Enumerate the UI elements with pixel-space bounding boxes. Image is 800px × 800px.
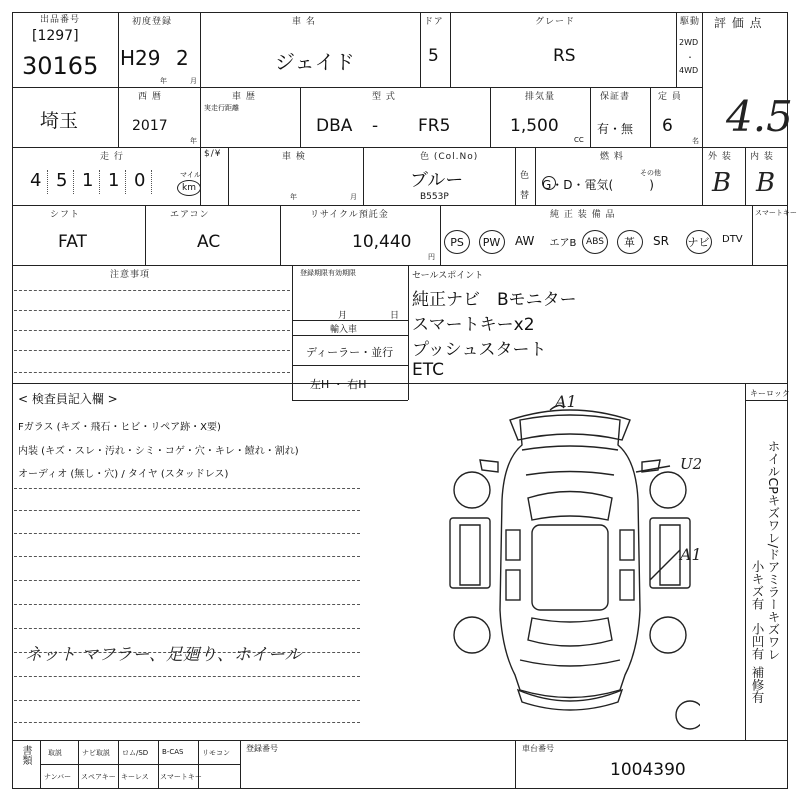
key-lock-label: キーロック <box>750 389 790 398</box>
mileage-digit: 0 <box>134 170 146 191</box>
first-reg-month: 2 <box>176 46 189 70</box>
fuel-other: その他 <box>640 169 661 177</box>
doc-item: スペアキー <box>81 773 116 781</box>
equipment-item: ABS <box>582 230 608 254</box>
first-reg-era: H29 <box>120 46 161 70</box>
history-note: 実走行距離 <box>204 104 239 112</box>
chassis-number: 1004390 <box>610 760 686 780</box>
sales-point: ETC <box>412 360 444 380</box>
doc-item: キーレス <box>121 773 149 781</box>
model-label: 型 式 <box>372 92 396 102</box>
handle-option: 左H ・ 右H <box>310 378 367 391</box>
drive-2wd: 2WD <box>679 38 699 47</box>
inspection-month: 月 <box>350 193 357 201</box>
interior-score: B <box>756 168 776 198</box>
doc-item: リモコン <box>202 749 230 757</box>
drive-label: 駆動 <box>680 17 701 27</box>
aircon-label: エアコン <box>170 210 210 220</box>
prefecture: 埼玉 <box>40 110 79 132</box>
shift-label: シフト <box>50 210 81 220</box>
lot-small: [1297] <box>32 28 79 44</box>
history-label: 車 歴 <box>232 92 256 102</box>
mileage-digit: 1 <box>82 170 94 191</box>
color-label: 色 (Col.No) <box>420 152 479 162</box>
fuel-circle-mark <box>542 176 556 190</box>
recycle-value: 10,440 <box>352 232 412 252</box>
capacity-label: 定 員 <box>658 92 682 102</box>
car-diagram <box>440 390 703 735</box>
equipment-label: 純 正 装 備 品 <box>550 210 616 220</box>
reg-number-label: 登録番号 <box>246 744 278 753</box>
recycle-label: リサイクル預託金 <box>310 210 389 220</box>
doc-item: ロム/SD <box>122 749 149 757</box>
model-dash: - <box>372 116 379 136</box>
sales-point: 純正ナビ Bモニター <box>412 290 577 310</box>
model-code: FR5 <box>418 116 451 136</box>
damage-mark-front: A1 <box>555 392 577 411</box>
score-label: 評 価 点 <box>714 16 763 30</box>
yen-unit: 円 <box>428 253 435 261</box>
equipment-item: DTV <box>722 234 743 245</box>
reg-month: 月 <box>338 311 348 321</box>
first-reg-label: 初度登録 <box>132 17 173 27</box>
mileage-unit-km: km <box>177 180 201 196</box>
aircon-value: AC <box>197 232 221 252</box>
drive-4wd: 4WD <box>679 66 699 75</box>
docs-label: 書類 <box>20 745 31 765</box>
doc-item: ナビ取説 <box>82 749 110 757</box>
fuel-value: G・D・電気( ) <box>542 178 654 192</box>
western-year-label: 西 暦 <box>138 92 162 102</box>
grade-value: RS <box>553 46 576 66</box>
cc-unit: CC <box>574 136 584 144</box>
inspection-label: 車 検 <box>282 152 306 162</box>
western-year-unit: 年 <box>190 137 197 145</box>
mileage-digit: 1 <box>108 170 120 191</box>
inspection-title: < 検査員記入欄 > <box>18 392 118 406</box>
capacity: 6 <box>662 116 673 136</box>
handwritten-note: ネット マフラー、足廻り、ホイール <box>25 645 302 665</box>
year-unit: 年 <box>160 77 167 85</box>
sales-point: スマートキーx2 <box>412 315 535 335</box>
equipment-item: ナビ <box>686 230 712 254</box>
displacement-label: 排気量 <box>525 92 556 102</box>
lot-number: 30165 <box>22 52 99 80</box>
inspection-line-audio: オーディオ (無し・穴) / タイヤ (スタッドレス) <box>18 469 229 480</box>
shift-value: FAT <box>58 232 87 252</box>
equipment-item: 革 <box>617 230 643 254</box>
damage-mark-side-lower: A1 <box>680 545 702 564</box>
doc-item: 取説 <box>48 749 62 757</box>
doc-item: スマートキー <box>160 773 202 781</box>
reg-valid-label: 登録期限有効期限 <box>300 269 356 277</box>
color-value: ブルー <box>410 170 464 191</box>
drive-dot: ・ <box>686 53 694 62</box>
color-code: B553P <box>420 192 449 202</box>
mileage-label: 走 行 <box>100 152 124 162</box>
doc-item: ナンバー <box>44 773 72 781</box>
reg-day: 日 <box>390 311 400 321</box>
equipment-item: PS <box>444 230 470 254</box>
grade-label: グレード <box>535 17 576 27</box>
color-change-1: 色 <box>520 171 530 181</box>
side-note-small: 小キズ有 小凹有 <box>750 560 765 660</box>
inspection-year: 年 <box>290 193 297 201</box>
sales-point: プッシュスタート <box>412 340 547 360</box>
score-value: 4.5 <box>726 92 793 141</box>
exterior-label: 外 装 <box>708 152 732 162</box>
smartkey-label: スマートキー <box>755 209 797 217</box>
side-note-repair: 補修有 <box>750 666 765 704</box>
mileage-unit-mile: マイル <box>180 171 201 179</box>
import-label: 輸入車 <box>330 325 358 335</box>
equipment-item: PW <box>479 230 505 254</box>
car-name-label: 車 名 <box>292 17 316 27</box>
dealer-option: ディーラー・並行 <box>306 346 394 359</box>
western-year: 2017 <box>132 118 168 134</box>
exhibit-label: 出品番号 <box>40 15 81 25</box>
equipment-item: エアB <box>549 238 577 249</box>
fuel-label: 燃 料 <box>600 152 624 162</box>
warranty-value: 有・無 <box>597 122 634 136</box>
warranty-label: 保証書 <box>600 92 631 102</box>
capacity-unit: 名 <box>692 137 699 145</box>
month-unit: 月 <box>190 77 197 85</box>
inspection-line-glass: Fガラス (キズ・飛石・ヒビ・リペア跡・X要) <box>18 422 221 433</box>
side-note-main: ホイルCPキズワレ/ドアミラーキズワレ <box>766 440 781 661</box>
sales-label: セールスポイント <box>412 271 484 281</box>
doors-label: ドア <box>424 17 444 27</box>
mileage-digit: 5 <box>56 170 68 191</box>
exterior-score: B <box>712 168 732 198</box>
equipment-item: AW <box>515 234 535 248</box>
inspection-line-interior: 内装 (キズ・スレ・汚れ・シミ・コゲ・穴・キレ・饐れ・割れ) <box>18 446 299 457</box>
car-name: ジェイド <box>275 50 355 74</box>
chassis-label: 車台番号 <box>522 744 554 753</box>
interior-label: 内 装 <box>750 152 774 162</box>
doors-value: 5 <box>428 46 439 66</box>
currency-label: $/¥ <box>204 149 222 159</box>
equipment-item: SR <box>653 234 669 248</box>
color-change-2: 替 <box>520 191 530 201</box>
displacement: 1,500 <box>510 116 559 136</box>
caution-label: 注意事項 <box>110 270 151 280</box>
model-prefix: DBA <box>316 116 353 136</box>
damage-mark-side-upper: U2 <box>680 455 703 473</box>
mileage-digit: 4 <box>30 170 42 191</box>
doc-item: B-CAS <box>162 748 184 756</box>
